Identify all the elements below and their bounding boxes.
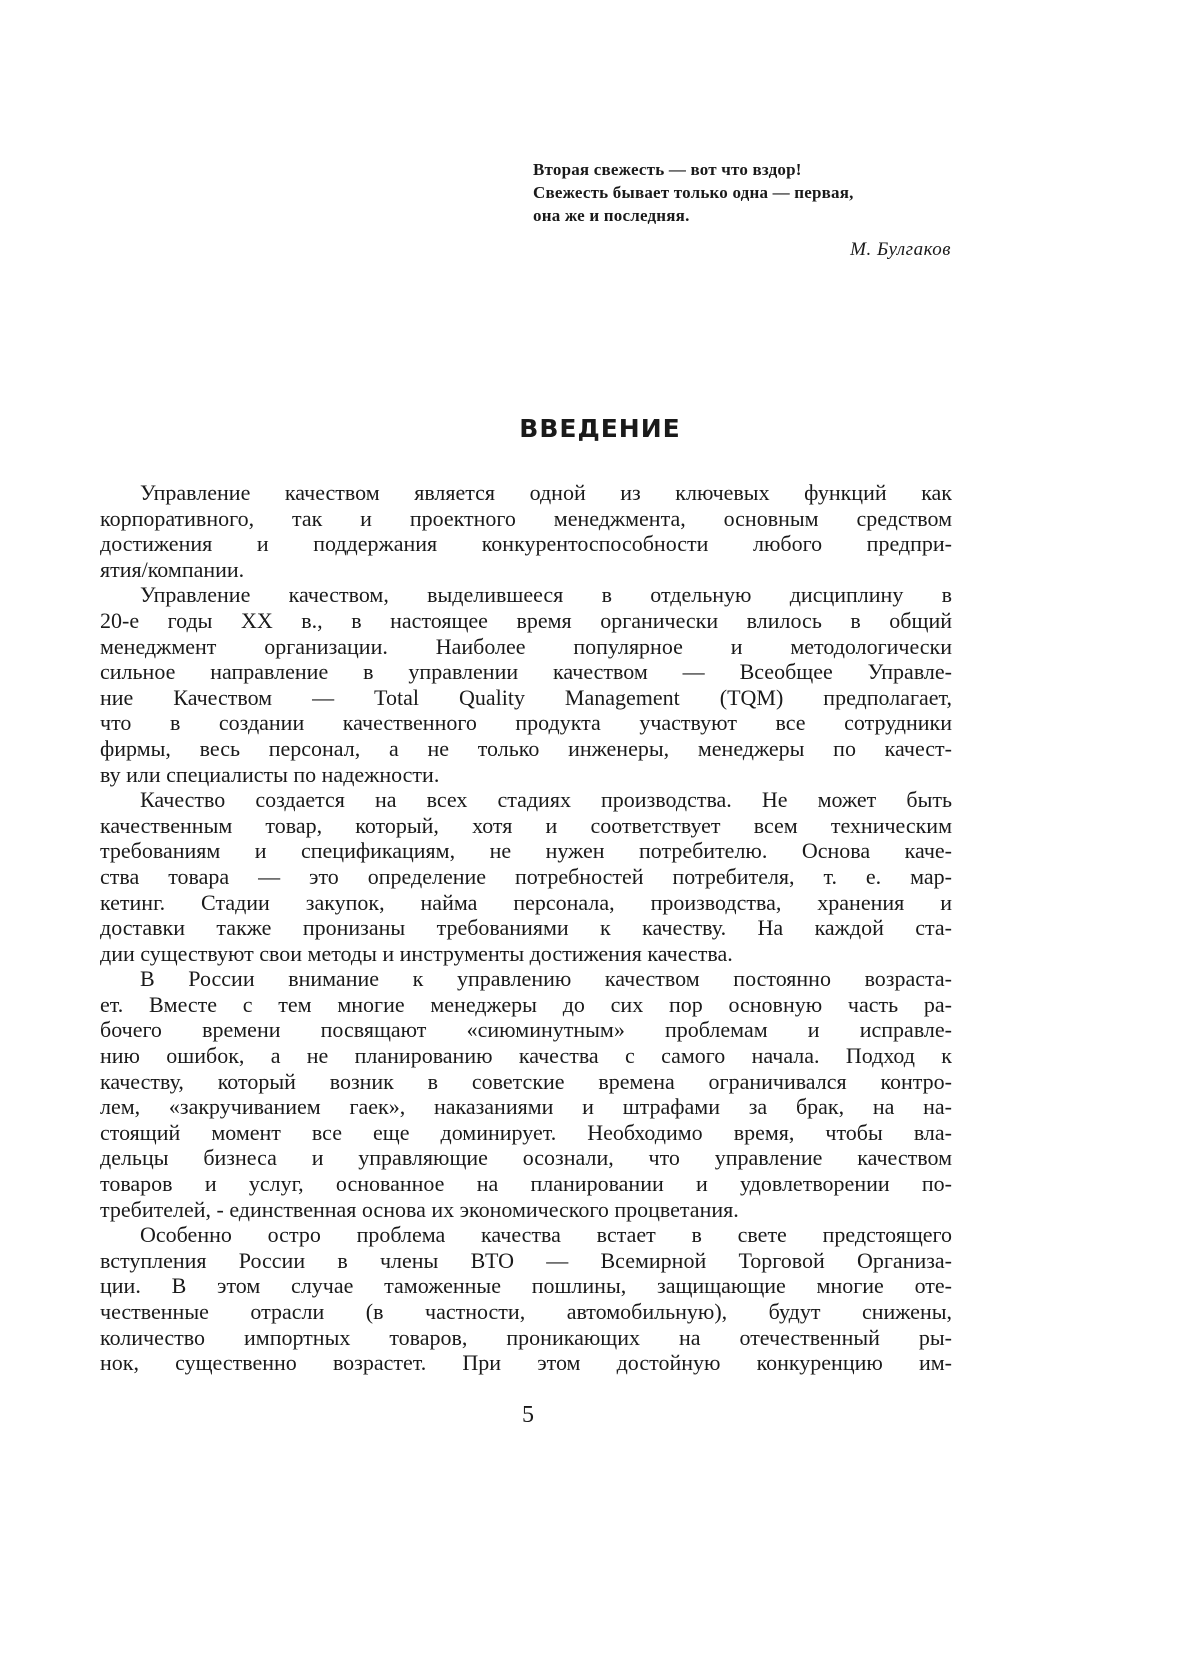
text-line: требителей, - единственная основа их экономического процветания. [100, 1196, 739, 1222]
text-line: сильное направление в управлении качеством — Всеобщее Управле- [100, 659, 952, 685]
epigraph-line: Свежесть бывает только одна — первая, [533, 183, 854, 202]
text-line: товаров и услуг, основанное на планировании и удовлетворении по- [100, 1171, 952, 1197]
text-line: ства товара — это определение потребностей потребителя, т. е. мар- [100, 863, 952, 889]
epigraph [533, 158, 953, 261]
section-title: ВВЕДЕНИЕ [519, 414, 681, 443]
text-line: что в создании качественного продукта участвуют все сотрудники [100, 710, 952, 736]
text-line: стоящий момент все еще доминирует. Необходимо время, чтобы вла- [100, 1119, 952, 1145]
text-line: Особенно остро проблема качества встает в свете предстоящего [140, 1222, 952, 1248]
text-line: бочего времени посвящают «сиюминутным» проблемам и исправле- [100, 1017, 952, 1043]
text-line: ятия/компании. [100, 556, 245, 582]
text-line: вступления России в члены ВТО — Всемирной Торговой Организа- [100, 1247, 952, 1273]
text-line: требованиям и спецификациям, не нужен потребителю. Основа каче- [100, 838, 952, 864]
text-line: достижения и поддержания конкурентоспособности любого предпри- [100, 531, 952, 557]
body-text [100, 480, 952, 1376]
text-line: лем, «закручиванием гаек», наказаниями и штрафами за брак, на на- [100, 1094, 952, 1120]
text-line: чественные отрасли (в частности, автомобильную), будут снижены, [100, 1299, 952, 1324]
text-line: Качество создается на всех стадиях производства. Не может быть [140, 787, 952, 813]
text-line: корпоративного, так и проектного менеджмента, основным средством [100, 505, 952, 531]
text-line: дии существуют свои методы и инструменты достижения качества. [100, 940, 733, 966]
text-line: 20-е годы XX в., в настоящее время органически влилось в общий [100, 607, 952, 633]
epigraph-author: М. Булгаков [850, 239, 951, 260]
text-line: ет. Вместе с тем многие менеджеры до сих пор основную часть ра- [100, 991, 952, 1017]
text-line: кетинг. Стадии закупок, найма персонала, производства, хранения и [100, 889, 952, 915]
text-line: ву или специалисты по надежности. [100, 761, 440, 787]
epigraph-line: она же и последняя. [533, 206, 690, 225]
text-line: качеству, который возник в советские времена ограничивался контро- [100, 1068, 952, 1094]
text-line: фирмы, весь персонал, а не только инженеры, менеджеры по качест- [100, 735, 952, 761]
text-line: дельцы бизнеса и управляющие осознали, что управление качеством [100, 1145, 952, 1171]
text-line: нок, существенно возрастет. При этом достойную конкуренцию им- [100, 1350, 952, 1376]
page-number: 5 [522, 1402, 534, 1428]
text-line: Управление качеством, выделившееся в отдельную дисциплину в [140, 582, 952, 608]
text-line: качественным товар, который, хотя и соответствует всем техническим [100, 812, 952, 838]
text-line: нию ошибок, а не планированию качества с самого начала. Подход к [100, 1043, 952, 1069]
text-line: В России внимание к управлению качеством постоянно возраста- [140, 966, 952, 992]
text-line: ции. В этом случае таможенные пошлины, защищающие многие оте- [100, 1273, 952, 1299]
text-line: Управление качеством является одной из ключевых функций как [140, 480, 952, 505]
text-line: количество импортных товаров, проникающих на отечественный ры- [100, 1324, 952, 1350]
epigraph-line: Вторая свежесть — вот что вздор! [533, 160, 802, 179]
text-line: менеджмент организации. Наиболее популярное и методологически [100, 633, 952, 659]
text-line: доставки также пронизаны требованиями к качеству. На каждой ста- [100, 915, 952, 941]
text-line: ние Качеством — Total Quality Management (TQM) предполагает, [100, 684, 952, 710]
